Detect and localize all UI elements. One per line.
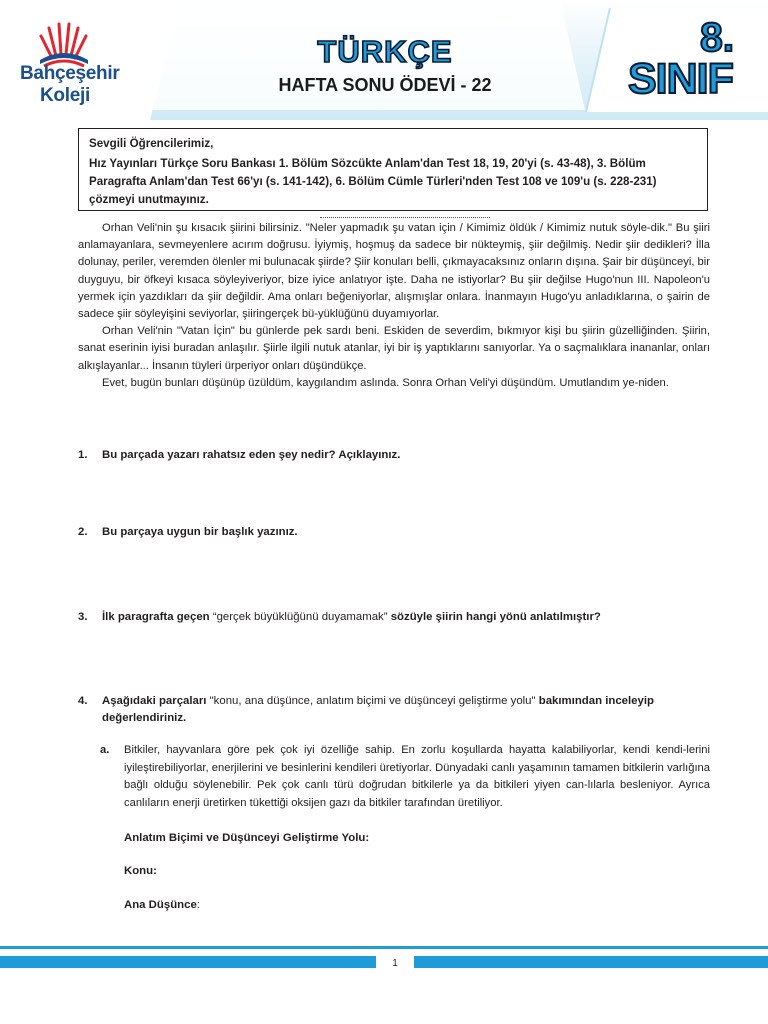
- question-number: 2.: [78, 526, 88, 538]
- answer-field-label-text: Ana Düşünce: [124, 899, 197, 911]
- page-header: [0, 0, 768, 120]
- subquestion-label: a.: [100, 744, 110, 756]
- question-text-part: bakımından inceleyip değerlendiriniz.: [102, 695, 654, 724]
- question-text-part: İlk paragrafta geçen: [102, 611, 210, 623]
- question-4: [78, 693, 710, 727]
- answer-field-label: Konu:: [124, 865, 157, 877]
- question-text: Bu parçada yazarı rahatsız eden şey nedir? Açıklayınız.: [102, 449, 401, 461]
- question-quote: “gerçek büyüklüğünü duyamamak”: [212, 611, 388, 623]
- question-text-part: sözüyle şiirin hangi yönü anlatılmıştır?: [390, 611, 601, 623]
- page-footer: [0, 940, 768, 970]
- answer-field-label: Anlatım Biçimi ve Düşünceyi Geliştirme Yolu:: [124, 832, 370, 844]
- question-number: 1.: [78, 449, 88, 461]
- subject-title: TÜRKÇE: [317, 34, 453, 69]
- instructions-text: Hız Yayınları Türkçe Soru Bankası 1. Bölüm Sözcükte Anlam'dan Test 18, 19, 20'yi (s. 43-48), 3. Bölüm Paragrafta Anlam'dan Test 66'yı (s. 141-142), 6. Bölüm Cümle Türleri'nden Test 108 ve 109'u (s. 228-231) çözmeyi unutmayınız.: [89, 157, 657, 206]
- question-quote: "konu, ana düşünce, anlatım biçimi ve düşünceyi geliştirme yolu": [209, 695, 536, 707]
- question-1: [78, 447, 710, 464]
- question-number: 3.: [78, 611, 88, 623]
- grade-label: SINIF: [628, 55, 733, 103]
- logo-name-line1: Bahçeşehir: [20, 63, 120, 84]
- answer-field-label: [124, 899, 200, 911]
- question-number: 4.: [78, 695, 88, 707]
- instructions-box: [78, 128, 708, 211]
- greeting: Sevgili Öğrencilerimiz,: [89, 137, 214, 150]
- grade-number: 8.: [700, 14, 735, 60]
- question-2: [78, 524, 710, 541]
- logo-name-line2: Koleji: [40, 85, 90, 106]
- passage-paragraph: Orhan Veli'nin "Vatan İçin" bu günlerde pek sardı beni. Eskiden de severdim, bıkmıyor kişi bu şiirin güzelliğinden. Şiirin, sanat eserinin iyisi buradan anlaşılır. Şiirle ilgili nutuk atanlar, iyi bir iş yaptıklarını sanıyorlar. Ya o saçmalıklara inananlar, onları alkışlayanlar... İnsanın tüyleri ürperiyor onları düşündükçe.: [78, 325, 710, 372]
- reading-passage: [78, 220, 710, 392]
- homework-title: HAFTA SONU ÖDEVİ - 22: [278, 75, 492, 95]
- question-4a: [100, 742, 710, 812]
- passage-paragraph: Evet, bugün bunları düşünüp üzüldüm, kaygılandım aslında. Sonra Orhan Veli'yi düşündüm. Umutlandım ye-niden.: [102, 376, 669, 389]
- page-number: 1: [392, 958, 398, 969]
- passage-paragraph: Orhan Veli'nin şu kısacık şiirini bilirsiniz. "Neler yapmadık şu vatan için / Kimimiz öldük / Kimimiz nutuk söyle-dik." Bu şiiri anlamayanlara, sevmeyenlere acırım doğrusu. İyiymiş, hoşmuş da sadece bir nükteymiş, şiir değilmiş. Nedir şiir dedikleri? İlla dolunay, periler, veremden ölenler mi bulunacak şiirde? Şiir konuları belli, çıkmayacaksınız onların dışına. Şair bir düşünceyi, bir duyguyu, bir öfkeyi kısaca söyleyiveriyor, bize iyice anlatıyor işte. Daha ne istiyorlar? Bu şiir değilse Hugo'nun III. Napoleon'u yermek için yazdıkları da şiir değildir. Ama onları beğeniyorlar, alışmışlar onlara. İnanmayın Hugo'yu anladıklarına, o şairin de sadece şiir söyleyişini seviyorlar, şiiringerçek bü-yüklüğünü duyamıyorlar.: [78, 222, 710, 321]
- question-text: Bu parçaya uygun bir başlık yazınız.: [102, 526, 298, 538]
- question-3: [78, 609, 710, 626]
- question-text-part: Aşağıdaki parçaları: [102, 695, 207, 707]
- answer-field-colon: :: [196, 899, 200, 911]
- dotted-divider: [320, 209, 490, 218]
- subquestion-passage: Bitkiler, hayvanlara göre pek çok iyi özelliğe sahip. En zorlu koşullarda hayatta kalabiliyorlar, kendi kendi-lerini iyileştirebiliyorlar, enerjilerini ve besinlerini kendileri üretiyorlar. Dünyadaki canlı yaşamının tamamen bitkilerin varlığına bağlı olduğu söylenebilir. Pek çok canlı türü doğrudan bitkilerle ya da bitkileri yiyen can-lılarla besleniyor. Ayrıca canlıların enerji üretirken tükettiği oksijen gazı da bitkiler tarafından üretiliyor.: [124, 744, 710, 809]
